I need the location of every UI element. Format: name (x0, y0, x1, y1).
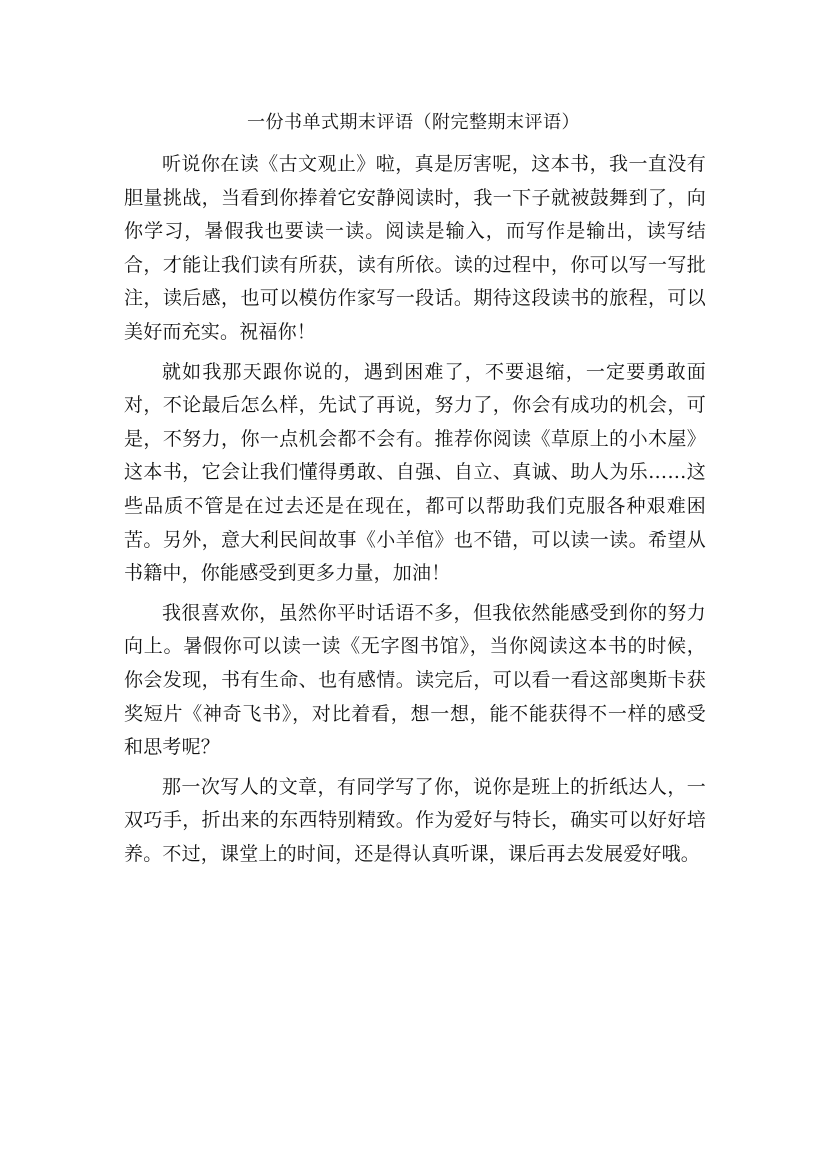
paragraph-4: 那一次写人的文章，有同学写了你，说你是班上的折纸达人，一双巧手，折出来的东西特别精致。作为爱好与特长，确实可以好好培养。不过，课堂上的时间，还是得认真听课，课后再去发展爱好哦。 (124, 775, 706, 865)
paragraph-2: 就如我那天跟你说的，遇到困难了，不要退缩，一定要勇敢面对，不论最后怎么样，先试了再说，努力了，你会有成功的机会，可是，不努力，你一点机会都不会有。推荐你阅读《草原上的小木屋》这本书，它会让我们懂得勇敢、自强、自立、真诚、助人为乐……这些品质不管是在过去还是在现在，都可以帮助我们克服各种艰难困苦。另外，意大利民间故事《小羊倌》也不错，可以读一读。希望从书籍中，你能感受到更多力量，加油！ (124, 360, 706, 585)
document-title: 一份书单式期末评语（附完整期末评语） (247, 112, 580, 133)
paragraph-1: 听说你在读《古文观止》啦，真是厉害呢，这本书，我一直没有胆量挑战，当看到你捧着它安静阅读时，我一下子就被鼓舞到了，向你学习，暑假我也要读一读。阅读是输入，而写作是输出，读写结合，才能让我们读有所获，读有所依。读的过程中，你可以写一写批注，读后感，也可以模仿作家写一段话。期待这段读书的旅程，可以美好而充实。祝福你！ (124, 153, 706, 343)
paragraph-3: 我很喜欢你，虽然你平时话语不多，但我依然能感受到你的努力向上。暑假你可以读一读《无字图书馆》，当你阅读这本书的时候，你会发现，书有生命、也有感情。读完后，可以看一看这部奥斯卡获奖短片《神奇飞书》，对比着看，想一想，能不能获得不一样的感受和思考呢？ (124, 601, 706, 759)
document-body (124, 148, 706, 877)
